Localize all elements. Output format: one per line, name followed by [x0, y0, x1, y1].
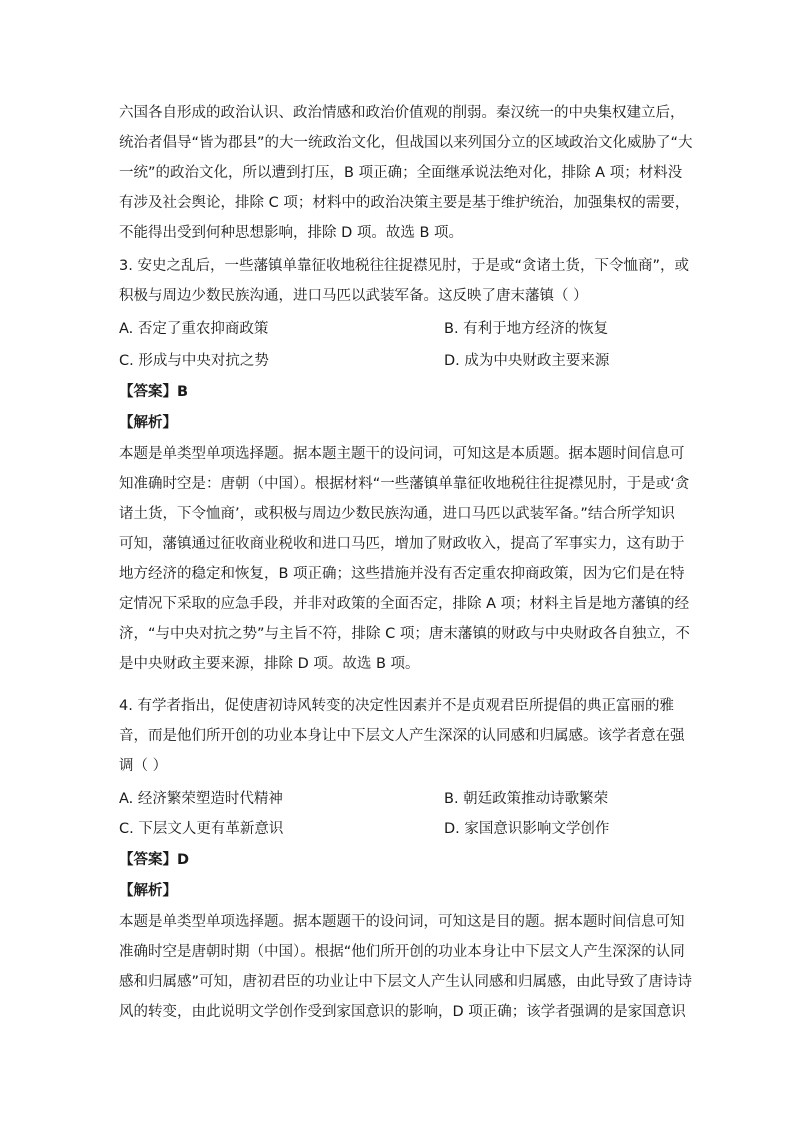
q4-analysis-line-2: 准确时空是唐朝时期（中国）。根据“他们所开创的功业本身让中下层文人产生深深的认同 [119, 944, 685, 960]
q3-stem-line-2: 积极与周边少数民族沟通，进口马匹以武装军备。这反映了唐末藩镇（ ） [119, 288, 588, 304]
q4-option-c: C. 下层文人更有革新意识 [119, 821, 284, 837]
q3-analysis-line-1: 本题是单类型单项选择题。据本题主题干的设问词，可知这是本质题。据本题时间信息可 [119, 446, 685, 462]
q4-option-a: A. 经济繁荣塑造时代精神 [119, 791, 283, 807]
q3-analysis-line-3: 诸土货，下令恤商’，或积极与周边少数民族沟通，进口马匹以武装军备。”结合所学知识 [119, 506, 675, 522]
q4-answer: 【答案】D [119, 852, 190, 868]
q3-analysis-line-5: 地方经济的稳定和恢复，B 项正确；这些措施并没有否定重农抑商政策，因为它们是在特 [119, 566, 685, 582]
q4-analysis-line-1: 本题是单类型单项选择题。据本题题干的设问词，可知这是目的题。据本题时间信息可知 [119, 914, 685, 930]
q3-analysis-line-6: 定情况下采取的应急手段，并非对政策的全面否定，排除 A 项；材料主旨是地方藩镇的经 [119, 596, 690, 612]
q4-stem-line-2: 音，而是他们所开创的功业本身让中下层文人产生深深的认同感和归属感。该学者意在强 [119, 728, 685, 744]
intro-line-3: 一统”的政治文化，所以遭到打压，B 项正确；全面继承说法绝对化，排除 A 项；材料没 [119, 165, 683, 181]
q4-option-d: D. 家国意识影响文学创作 [444, 821, 610, 837]
q3-option-d: D. 成为中央财政主要来源 [444, 353, 610, 369]
intro-line-1: 六国各自形成的政治认识、政治情感和政治价值观的削弱。秦汉统一的中央集权建立后， [119, 105, 685, 121]
q4-analysis-line-4: 风的转变，由此说明文学创作受到家国意识的影响，D 项正确；该学者强调的是家国意识 [119, 1004, 686, 1020]
q3-option-a: A. 否定了重农抑商政策 [119, 321, 269, 337]
q3-stem-line-1: 3. 安史之乱后，一些藩镇单靠征收地税往往捉襟见肘，于是或“贪诸土货，下令恤商”，或 [119, 258, 689, 274]
q4-analysis-label: 【解析】 [119, 883, 177, 899]
q3-analysis-line-7: 济，“与中央对抗之势”与主旨不符，排除 C 项；唐末藩镇的财政与中央财政各自独立，不 [119, 626, 690, 642]
q3-analysis-line-4: 可知，藩镇通过征收商业税收和进口马匹，增加了财政收入，提高了军事实力，这有助于 [119, 536, 685, 552]
q3-analysis-line-2: 知准确时空是：唐朝（中国）。根据材料“一些藩镇单靠征收地税往往捉襟见肘，于是或‘贪 [119, 476, 690, 492]
q3-analysis-label: 【解析】 [119, 415, 177, 431]
intro-line-2: 统治者倡导“皆为郡县”的大一统政治文化，但战国以来列国分立的区域政治文化威胁了“大 [119, 135, 693, 151]
intro-line-5: 不能得出受到何种思想影响，排除 D 项。故选 B 项。 [119, 225, 464, 241]
intro-line-4: 有涉及社会舆论，排除 C 项；材料中的政治决策主要是基于维护统治，加强集权的需要， [119, 195, 690, 211]
q4-stem-line-1: 4. 有学者指出，促使唐初诗风转变的决定性因素并不是贞观君臣所提倡的典正富丽的雅 [119, 698, 674, 714]
q3-option-b: B. 有利于地方经济的恢复 [444, 321, 609, 337]
q4-stem-line-3: 调（ ） [119, 758, 168, 774]
q3-answer: 【答案】B [119, 384, 189, 400]
q3-analysis-line-8: 是中央财政主要来源，排除 D 项。故选 B 项。 [119, 656, 420, 672]
q4-option-b: B. 朝廷政策推动诗歌繁荣 [444, 791, 609, 807]
q4-analysis-line-3: 感和归属感”可知，唐初君臣的功业让中下层文人产生认同感和归属感，由此导致了唐诗诗 [119, 974, 693, 990]
q3-option-c: C. 形成与中央对抗之势 [119, 353, 269, 369]
